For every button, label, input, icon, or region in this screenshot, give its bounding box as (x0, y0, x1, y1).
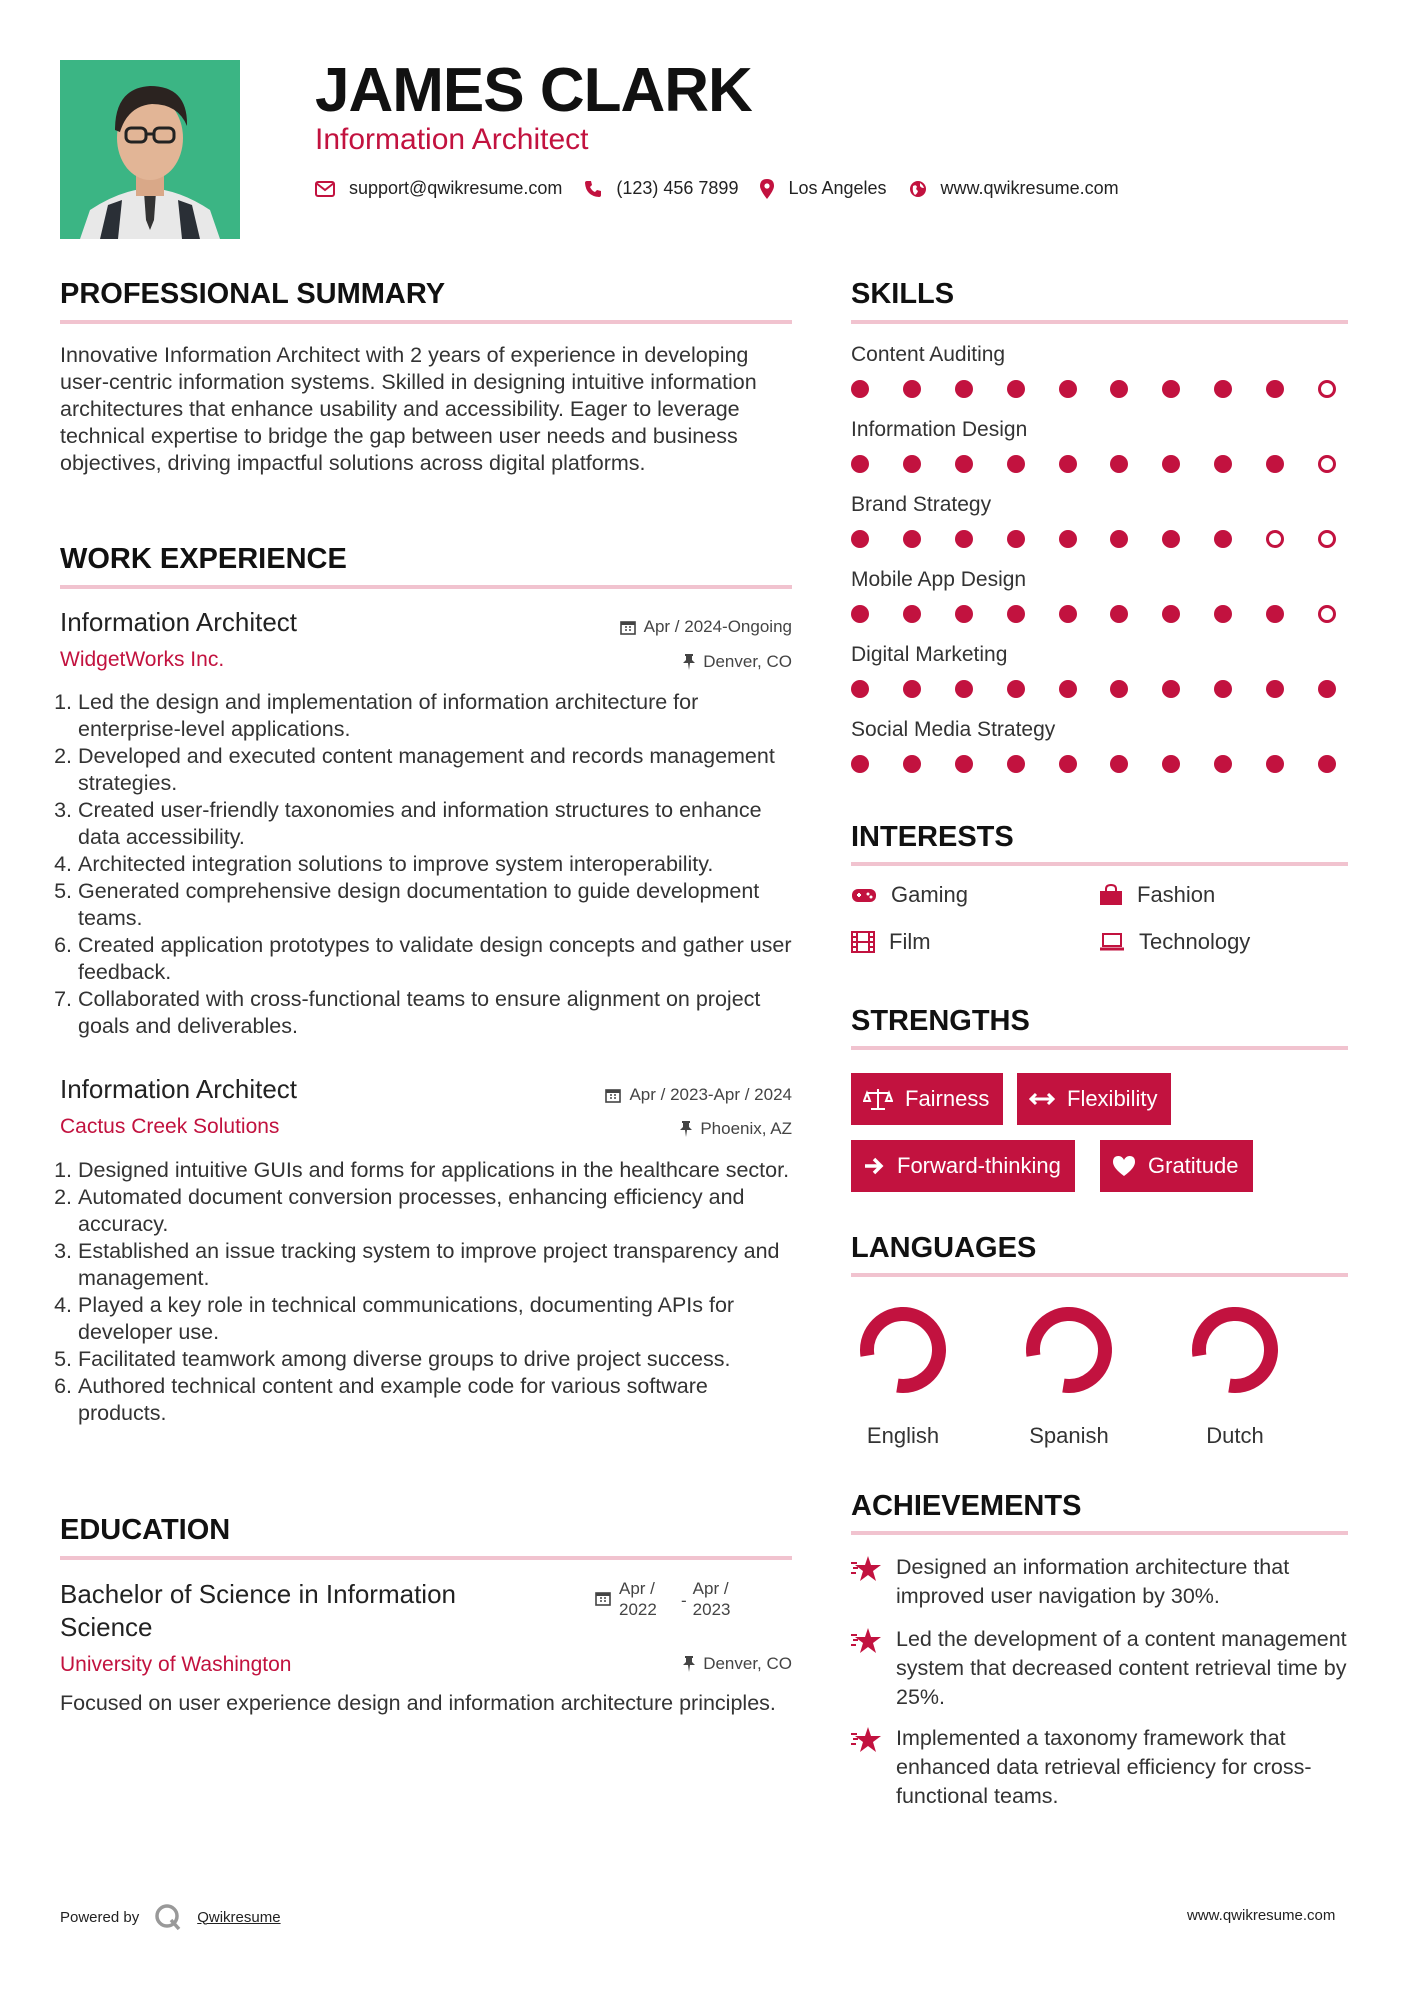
languages-rule (851, 1273, 1348, 1277)
education-description: Focused on user experience design and information architecture principles. (60, 1691, 776, 1715)
school-name: University of Washington (60, 1653, 292, 1676)
achievement-text: Implemented a taxonomy framework that enhanced data retrieval efficiency for cross-functional teams. (896, 1726, 1312, 1808)
language-item (1175, 1300, 1295, 1449)
achievements-rule (851, 1531, 1348, 1535)
interest-label: Gaming (891, 882, 969, 907)
rating-dot-filled (1110, 755, 1128, 773)
duty-item: 2. Developed and executed content management and records management strategies. (78, 743, 798, 797)
rating-dot-filled (1266, 755, 1284, 773)
strength-fairness (851, 1073, 1003, 1125)
rating-dot-filled (1318, 680, 1336, 698)
strength-flexibility (1017, 1073, 1171, 1125)
heart-icon (1112, 1155, 1136, 1177)
rating-dot-filled (851, 455, 869, 473)
globe-icon (909, 180, 927, 198)
phone-text: (123) 456 7899 (616, 178, 739, 198)
language-label: Dutch (1206, 1423, 1264, 1448)
rating-dot-filled (1110, 380, 1128, 398)
skill-name: Information Design (851, 418, 1028, 441)
languages-heading: LANGUAGES (851, 1232, 1037, 1264)
strength-label: Gratitude (1148, 1153, 1239, 1178)
rating-dot-filled (1007, 605, 1025, 623)
education-rule (60, 1556, 792, 1560)
rating-dot-filled (851, 530, 869, 548)
strength-label: Forward-thinking (897, 1153, 1061, 1178)
language-ring (853, 1300, 953, 1400)
rating-dot-filled (1162, 605, 1180, 623)
rating-dot-filled (851, 380, 869, 398)
film-icon (851, 931, 875, 953)
job-dates-text: Apr / 2023-Apr / 2024 (629, 1085, 792, 1104)
pushpin-icon (683, 1656, 695, 1672)
arrow-right-icon (863, 1156, 885, 1176)
rating-dot-filled (851, 605, 869, 623)
skill-name: Digital Marketing (851, 643, 1008, 666)
rating-dot-filled (1162, 755, 1180, 773)
rating-dot-filled (955, 530, 973, 548)
rating-dot-filled (1059, 605, 1077, 623)
map-pin-icon (760, 179, 774, 199)
rating-dot-filled (903, 455, 921, 473)
pushpin-icon (683, 654, 695, 670)
interests-rule (851, 862, 1348, 866)
pushpin-icon (680, 1121, 692, 1137)
rating-dot-filled (1110, 680, 1128, 698)
contact-row (315, 178, 1141, 199)
achievements-heading: ACHIEVEMENTS (851, 1490, 1082, 1522)
duty-item: 5. Facilitated teamwork among diverse groups to drive project success. (78, 1346, 798, 1373)
skill-rating (851, 455, 1336, 475)
job-company: WidgetWorks Inc. (60, 648, 225, 671)
strengths-heading: STRENGTHS (851, 1005, 1030, 1037)
duty-item: 6. Created application prototypes to validate design concepts and gather user feedback. (78, 932, 798, 986)
rating-dot-filled (851, 680, 869, 698)
skills-heading: SKILLS (851, 278, 955, 310)
rating-dot-filled (1214, 380, 1232, 398)
rating-dot-filled (1266, 680, 1284, 698)
language-label: English (866, 1423, 940, 1448)
duty-item: 7. Collaborated with cross-functional teams to ensure alignment on project goals and deliverables. (78, 986, 798, 1040)
rating-dot-filled (1162, 455, 1180, 473)
rating-dot-filled (1059, 680, 1077, 698)
footer-website[interactable]: www.qwikresume.com (1187, 1907, 1336, 1924)
powered-by-text: Powered by (60, 1908, 140, 1926)
interest-label: Technology (1139, 929, 1251, 954)
interest-fashion (1099, 882, 1215, 908)
achievement-text: Led the development of a content management system that decreased content retrieval time by 25%. (896, 1627, 1347, 1709)
rating-dot-filled (1266, 455, 1284, 473)
duty-item: 5. Generated comprehensive design documentation to guide development teams. (78, 878, 798, 932)
job-location (597, 1118, 792, 1140)
duty-item: 1. Designed intuitive GUIs and forms for applications in the healthcare sector. (78, 1157, 798, 1184)
strength-label: Flexibility (1067, 1086, 1158, 1111)
skill-name: Content Auditing (851, 343, 1006, 366)
star-icon (850, 1627, 882, 1655)
education-dates (595, 1578, 743, 1620)
education-location (597, 1653, 792, 1675)
star-icon (850, 1726, 882, 1754)
duty-item: 4. Architected integration solutions to improve system interoperability. (78, 851, 798, 878)
arrows-horizontal-icon (1029, 1091, 1055, 1107)
achievement-item (850, 1553, 1350, 1611)
education-location-text: Denver, CO (703, 1654, 792, 1673)
rating-dot-filled (955, 680, 973, 698)
shopping-bag-icon (1099, 884, 1123, 906)
rating-dot-filled (955, 380, 973, 398)
rating-dot-filled (1266, 380, 1284, 398)
skill-rating (851, 680, 1336, 700)
rating-dot-filled (851, 755, 869, 773)
achievement-text: Designed an information architecture that improved user navigation by 30%. (896, 1555, 1290, 1608)
rating-dot-filled (1214, 755, 1232, 773)
rating-dot-filled (903, 530, 921, 548)
language-ring (1185, 1300, 1285, 1400)
summary-text: Innovative Information Architect with 2 years of experience in developing user-centric information systems. Skilled in designing intuitive information architectures that enhance usability and accessibility. Eager to leverage technical expertise to bridge the gap between user needs and business objectives, driving impactful solutions across digital platforms. (60, 343, 757, 475)
star-icon (850, 1555, 882, 1583)
calendar-icon (605, 1087, 621, 1103)
skill-name: Brand Strategy (851, 493, 992, 516)
duty-item: 4. Played a key role in technical communications, documenting APIs for developer use. (78, 1292, 798, 1346)
education-heading: EDUCATION (60, 1514, 231, 1546)
contact-location (760, 178, 886, 199)
interest-film (851, 929, 931, 955)
skill-rating (851, 530, 1336, 550)
interest-label: Fashion (1137, 882, 1216, 907)
rating-dot-filled (1214, 680, 1232, 698)
rating-dot-filled (1007, 530, 1025, 548)
language-ring-arc (1033, 1314, 1105, 1386)
summary-rule (60, 320, 792, 324)
job-company: Cactus Creek Solutions (60, 1115, 280, 1138)
rating-dot-filled (1110, 530, 1128, 548)
job-dates (560, 1084, 792, 1106)
rating-dot-filled (1110, 605, 1128, 623)
rating-dot-filled (955, 605, 973, 623)
strength-forward-thinking (851, 1140, 1075, 1192)
interests-heading: INTERESTS (851, 821, 1014, 853)
rating-dot-filled (1007, 380, 1025, 398)
duty-item: 3. Created user-friendly taxonomies and information structures to enhance data accessibility. (78, 797, 798, 851)
job-dates-text: Apr / 2024-Ongoing (643, 617, 792, 636)
job-duties (58, 1157, 798, 1427)
interest-label: Film (889, 929, 931, 954)
interest-gaming (851, 882, 968, 908)
job-location-text: Denver, CO (703, 652, 792, 671)
gamepad-icon (851, 886, 877, 904)
education-end: Apr / 2023 (692, 1579, 731, 1619)
job-location-text: Phoenix, AZ (700, 1119, 792, 1138)
skills-rule (851, 320, 1348, 324)
candidate-name: JAMES CLARK (315, 56, 752, 125)
rating-dot-filled (1007, 680, 1025, 698)
profile-photo (60, 60, 240, 239)
rating-dot-filled (1059, 530, 1077, 548)
language-label: Spanish (1029, 1423, 1109, 1448)
rating-dot-filled (1266, 605, 1284, 623)
rating-dot-empty (1318, 380, 1336, 398)
interest-technology (1099, 929, 1250, 955)
contact-website[interactable] (909, 178, 1119, 199)
rating-dot-filled (1214, 530, 1232, 548)
calendar-icon (620, 619, 636, 635)
duty-item: 3. Established an issue tracking system to improve project transparency and management. (78, 1238, 798, 1292)
rating-dot-empty (1318, 605, 1336, 623)
contact-phone[interactable] (584, 178, 738, 199)
rating-dot-filled (955, 455, 973, 473)
footer-powered (60, 1902, 281, 1932)
duty-item: 1. Led the design and implementation of information architecture for enterprise-level applications. (78, 689, 798, 743)
rating-dot-filled (1162, 380, 1180, 398)
strength-gratitude (1100, 1140, 1253, 1192)
duty-item: 2. Automated document conversion processes, enhancing efficiency and accuracy. (78, 1184, 798, 1238)
rating-dot-filled (1007, 755, 1025, 773)
language-item (1009, 1300, 1129, 1449)
work-heading: WORK EXPERIENCE (60, 543, 347, 575)
language-item (843, 1300, 963, 1449)
email-text: support@qwikresume.com (349, 178, 563, 198)
strengths-rule (851, 1046, 1348, 1050)
rating-dot-filled (1059, 380, 1077, 398)
qwikresume-logo-icon (153, 1902, 183, 1932)
rating-dot-filled (1162, 530, 1180, 548)
language-ring-arc (1199, 1314, 1271, 1386)
rating-dot-filled (903, 755, 921, 773)
contact-email[interactable] (315, 178, 562, 199)
website-text: www.qwikresume.com (940, 178, 1119, 198)
job-dates (597, 616, 792, 638)
strength-label: Fairness (905, 1086, 990, 1111)
brand-link[interactable]: Qwikresume (197, 1908, 281, 1926)
rating-dot-filled (903, 680, 921, 698)
job-title: Information Architect (60, 607, 297, 637)
language-ring (1019, 1300, 1119, 1400)
skill-rating (851, 380, 1336, 400)
rating-dot-empty (1318, 455, 1336, 473)
phone-icon (584, 180, 602, 198)
rating-dot-filled (903, 605, 921, 623)
skill-rating (851, 605, 1336, 625)
rating-dot-filled (1059, 755, 1077, 773)
laptop-icon (1099, 933, 1125, 951)
job-location (597, 651, 792, 673)
language-ring-arc (867, 1314, 939, 1386)
calendar-icon (595, 1590, 611, 1606)
rating-dot-filled (1007, 455, 1025, 473)
rating-dot-filled (1318, 755, 1336, 773)
candidate-role: Information Architect (315, 123, 589, 156)
achievement-item (850, 1625, 1350, 1712)
achievement-item (850, 1724, 1350, 1811)
envelope-icon (315, 181, 335, 197)
rating-dot-filled (903, 380, 921, 398)
rating-dot-filled (1214, 455, 1232, 473)
skill-rating (851, 755, 1336, 775)
rating-dot-filled (1059, 455, 1077, 473)
rating-dot-empty (1266, 530, 1284, 548)
date-separator: - (681, 1591, 687, 1610)
rating-dot-filled (1110, 455, 1128, 473)
rating-dot-empty (1318, 530, 1336, 548)
rating-dot-filled (1214, 605, 1232, 623)
scale-icon (863, 1087, 893, 1111)
job-duties (58, 689, 798, 1040)
job-title: Information Architect (60, 1074, 297, 1104)
duty-item: 6. Authored technical content and example code for various software products. (78, 1373, 798, 1427)
skill-name: Mobile App Design (851, 568, 1027, 591)
rating-dot-filled (955, 755, 973, 773)
education-start: Apr / 2022 (619, 1579, 657, 1619)
summary-heading: PROFESSIONAL SUMMARY (60, 278, 446, 310)
skill-name: Social Media Strategy (851, 718, 1056, 741)
degree-title: Bachelor of Science in Information Science (60, 1579, 456, 1642)
rating-dot-filled (1162, 680, 1180, 698)
location-text: Los Angeles (788, 178, 887, 198)
work-rule (60, 585, 792, 589)
